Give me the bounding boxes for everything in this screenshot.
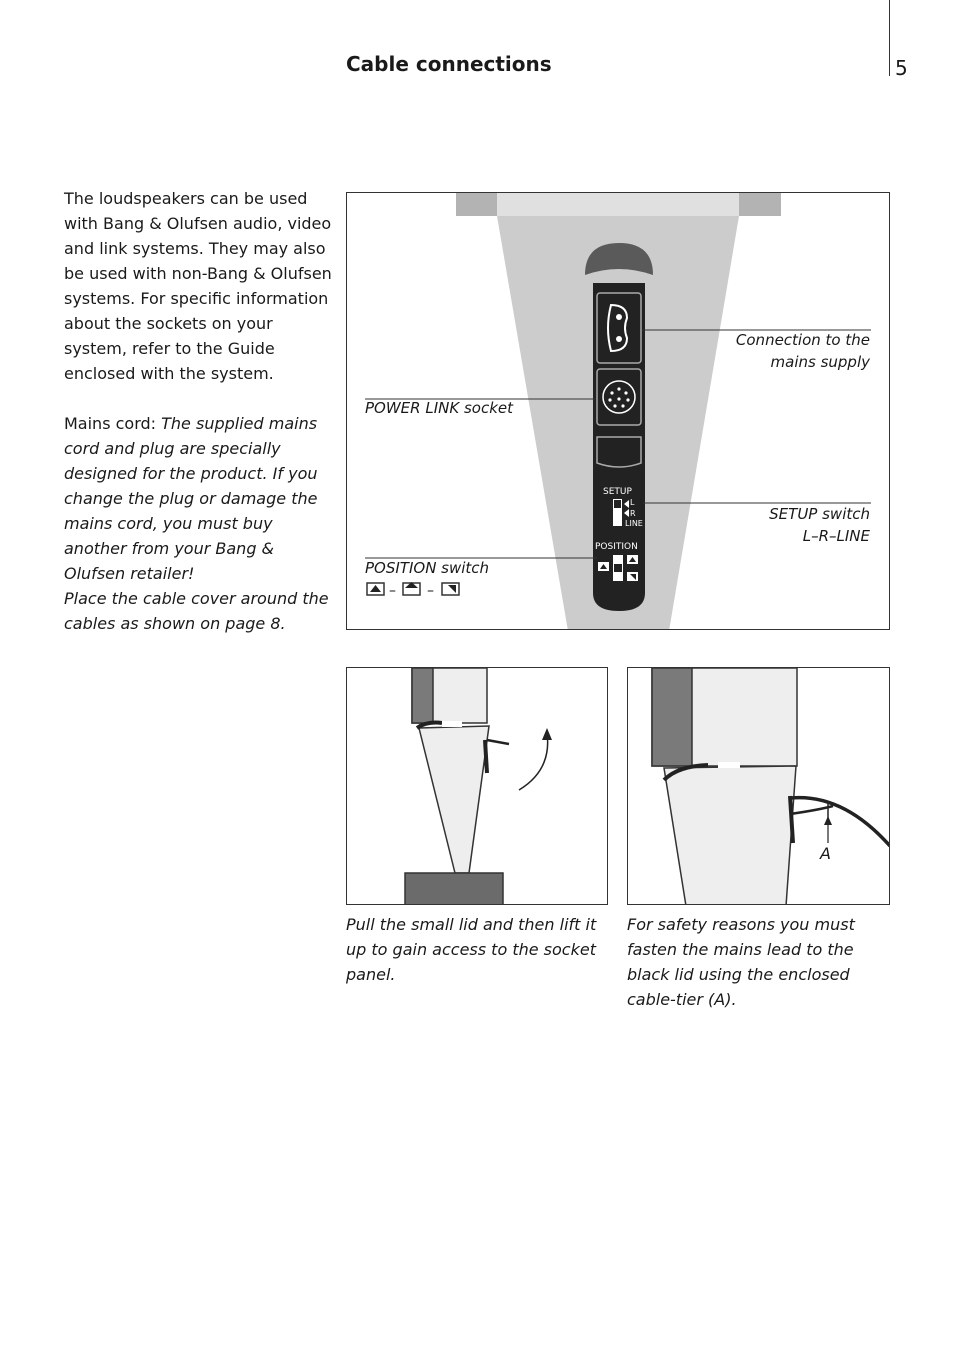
panel-setup-text: SETUP (603, 487, 632, 497)
lift-lid-illustration (347, 668, 608, 905)
panel-position-text: POSITION (595, 542, 638, 552)
cable-tier-caption: For safety reasons you must fasten the mains lead to the black lid using the enclosed cable-tier (A). (627, 915, 855, 1009)
mains-cord-label: Mains cord: (64, 414, 162, 433)
lid-figure (346, 667, 608, 905)
position-dash-1: – (389, 583, 396, 599)
lid-caption: Pull the small lid and then lift it up to gain access to the socket panel. (346, 915, 597, 984)
cable-cover-paragraph: Place the cable cover around the cables as shown on page 8. (64, 589, 329, 633)
panel-line-text: LINE (625, 519, 643, 528)
cable-tier-label-a: A (820, 844, 831, 863)
page-number: 5 (895, 56, 908, 80)
intro-paragraph: The loudspeakers can be used with Bang & Olufsen audio, video and link systems. They may also be used with non-Bang & Olufsen systems. For specific information about the sockets on your system, refer to the Guide enclosed with the system. (64, 189, 332, 383)
page-rule (889, 0, 890, 76)
mains-cord-paragraph (64, 411, 334, 586)
page-title: Cable connections (346, 52, 552, 76)
connection-label: Connection to the mains supply (735, 331, 870, 371)
socket-panel-figure (346, 192, 890, 630)
panel-r-text: R (630, 509, 636, 518)
position-dash-2: – (427, 583, 434, 599)
setup-switch-label: SETUP switch L–R–LINE (769, 505, 870, 545)
mains-cord-text: The supplied mains cord and plug are specially designed for the product. If you change the plug or damage the mains cord, you must buy another from your Bang & Olufsen retailer! (64, 414, 318, 583)
panel-l-text: L (630, 498, 635, 507)
cable-tier-figure (627, 667, 890, 905)
cable-tier-illustration (628, 668, 890, 905)
position-switch-label: POSITION switch (365, 559, 490, 577)
power-link-label: POWER LINK socket (365, 399, 513, 417)
